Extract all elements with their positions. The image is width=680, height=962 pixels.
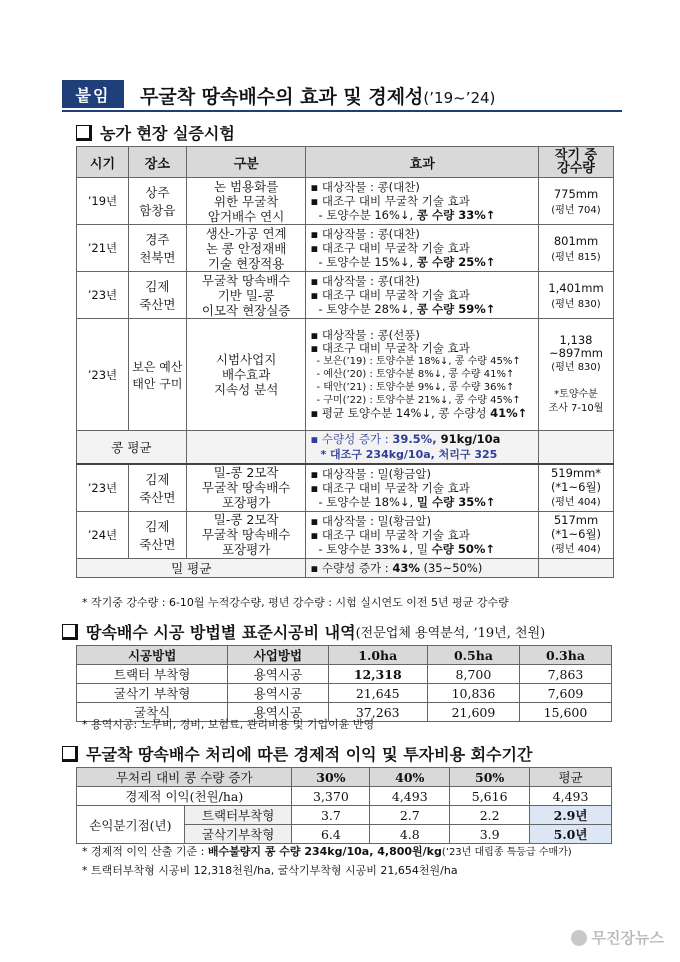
table-row: ’23년 보은 예산 태안 구미 시범사업지 배수효과 지속성 분석 ▪ 대상작물 : 콩(선풍) ▪ 대조구 대비 무굴착 기술 효과 - 보은(’19) : 토양수분 18%↓, 콩 수량 45%↑ - 예산(’20) : 토양수분 8%↓, 콩 수량 41%↑ - 태안(’21) : 토양수분 9%↓, 콩 수량 36%↑ - 구미(’22) : 토양수분 21%↓, 콩 수량 45%↑ ▪ 평균 토양수분 14%↓, 콩 수량성 41%↑ 1,138 ~897mm (평년 830) *토양수분 조사 7-10월 xyxy=(77,319,614,431)
table-row: ’24년 김제 죽산면 밀-콩 2모작 무굴착 땅속배수 포장평가 ▪ 대상작물 : 밀(황금알) ▪ 대조구 대비 무굴착 기술 효과 - 토양수분 33%↓, 밀 수량 50%↑ 517mm (*1~6월) (평년 404) xyxy=(77,511,614,558)
section3-heading: 무굴착 땅속배수 처리에 따른 경제적 이익 및 투자비용 회수기간 xyxy=(62,742,532,765)
table-row: ’23년 김제 죽산면 무굴착 땅속배수 기반 밀-콩 이모작 현장실증 ▪ 대상작물 : 콩(대찬) ▪ 대조구 대비 무굴착 기술 효과 - 토양수분 28%↓, 콩 수량 59%↑ 1,401mm (평년 830) xyxy=(77,272,614,319)
title-underline xyxy=(62,110,622,112)
watermark-logo: 무진장뉴스 xyxy=(571,927,664,948)
note-rainfall: * 작기중 강수량 : 6-10월 누적강수량, 평년 강수량 : 시험 실시연도 이전 5년 평균 강수량 xyxy=(82,596,509,609)
table-row: 굴착식 용역시공 37,263 21,609 15,600 xyxy=(77,703,612,722)
note-benefit-basis: * 경제적 이익 산출 기준 : 배수불량지 콩 수량 234kg/10a, 4,800원/kg(’23년 대립종 특등급 수매가) xyxy=(82,845,572,858)
table-row: 굴삭기 부착형 용역시공 21,645 10,836 7,609 xyxy=(77,684,612,703)
table-row: 경제적 이익(천원/ha) 3,370 4,493 5,616 4,493 xyxy=(77,787,612,806)
soy-average-row: 콩 평균 ▪ 수량성 증가 : 39.5%, 91kg/10a * 대조구 234kg/10a, 처리구 325 xyxy=(77,431,614,465)
section1-heading: 농가 현장 실증시험 xyxy=(76,121,235,144)
field-trial-table xyxy=(76,146,614,578)
section2-heading: 땅속배수 시공 방법별 표준시공비 내역 (전문업체 용역분석, ’19년, 천원) xyxy=(62,620,545,643)
table-row: 트랙터 부착형 용역시공 12,318 8,700 7,863 xyxy=(77,665,612,684)
page-title: 무굴착 땅속배수의 효과 및 경제성(’19~’24) xyxy=(140,86,496,108)
table-header-row: 시기 장소 구분 효과 작기 중 강수량 xyxy=(77,147,614,178)
wheat-average-row: 밀 평균 ▪ 수량성 증가 : 43% (35~50%) xyxy=(77,558,614,577)
table-row: ’21년 경주 천북면 생산-가공 연계 논 콩 안정재배 기술 현장적용 ▪ 대상작물 : 콩(대찬) ▪ 대조구 대비 무굴착 기술 효과 - 토양수분 15%↓, 콩 수량 25%↑ 801mm (평년 815) xyxy=(77,225,614,272)
attachment-badge: 붙임 xyxy=(62,80,124,108)
table-row: 손익분기점(년) 트랙터부착형 3.7 2.7 2.2 2.9년 xyxy=(77,806,612,825)
table-header-row: 시공방법 사업방법 1.0ha 0.5ha 0.3ha xyxy=(77,646,612,665)
watermark-icon xyxy=(571,930,587,946)
table-row: ’19년 상주 함창읍 논 범용화를 위한 무굴착 암거배수 연시 ▪ 대상작물 : 콩(대찬) ▪ 대조구 대비 무굴착 기술 효과 - 토양수분 16%↓, 콩 수량 33%↑ 775mm (평년 704) xyxy=(77,178,614,225)
table-row: ’23년 김제 죽산면 밀-콩 2모작 무굴착 땅속배수 포장평가 ▪ 대상작물 : 밀(황금알) ▪ 대조구 대비 무굴착 기술 효과 - 토양수분 18%↓, 밀 수량 35%↑ 519mm* (*1~6월) (평년 404) xyxy=(77,464,614,511)
economic-benefit-table xyxy=(76,767,612,844)
note-service: * 용역시공: 노무비, 경비, 보험료, 관리비용 및 기업이윤 반영 xyxy=(82,718,375,731)
construction-cost-table xyxy=(76,645,612,722)
table-row: 굴삭기부착형 6.4 4.8 3.9 5.0년 xyxy=(77,825,612,844)
table-header-row: 무처리 대비 콩 수량 증가 30% 40% 50% 평균 xyxy=(77,768,612,787)
note-construction-cost: * 트랙터부착형 시공비 12,318천원/ha, 굴삭기부착형 시공비 21,654천원/ha xyxy=(82,864,458,877)
